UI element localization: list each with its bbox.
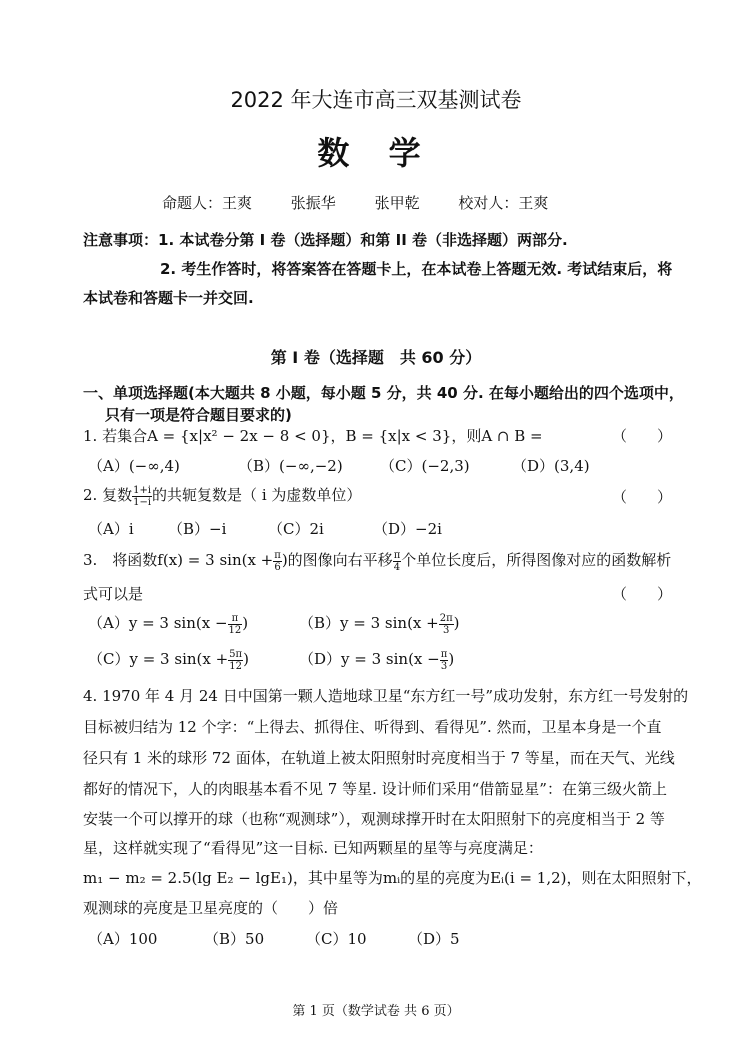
q4-line-7: m₁ − m₂ = 2.5(lg E₂ − lgE₁)，其中星等为mᵢ的星的亮度为Eᵢ(i = 1,2)，则在太阳照射下，: [83, 869, 702, 887]
q3-option-c-close: ): [243, 650, 249, 668]
q1-option-d: （D）(3,4): [512, 457, 590, 475]
q3-option-c-pre: （C）y = 3 sin(x +: [88, 650, 229, 668]
q3-option-a: [88, 612, 248, 636]
q3-option-c-frac: [228, 649, 243, 672]
q3-option-b-num: 2π: [439, 612, 453, 624]
q2-frac-num: 1+i: [133, 484, 152, 496]
q2-stem-post: 的共轭复数是（ i 为虚数单位）: [152, 486, 362, 504]
author-1: 命题人：王爽: [162, 194, 253, 212]
q3-option-b-pre: （B）y = 3 sin(x +: [299, 614, 439, 632]
q3-option-d-den: 3: [440, 660, 448, 672]
notes-item-2b: 本试卷和答题卡一并交回.: [83, 289, 254, 307]
q3-option-c: [88, 648, 249, 672]
q4-line-3: 径只有 1 米的球形 72 面体，在轨道上被太阳照射时亮度相当于 7 等星，而在天气、光线: [83, 749, 675, 767]
q2-stem: [83, 484, 361, 508]
q4-options: [88, 928, 460, 949]
q3-frac-2: [393, 550, 402, 573]
exam-subject: 数 学: [317, 134, 435, 172]
q3-option-d-num: π: [440, 648, 448, 660]
q3-stem-a1: 3. 将函数f(x) = 3 sin(x +: [83, 551, 274, 569]
q3-option-d-frac: [440, 649, 449, 672]
q2-option-c: （C）2i: [268, 520, 324, 538]
q3-option-a-num: π: [228, 613, 243, 625]
q4-line-5: 安装一个可以撑开的球（也称“观测球”），观测球撑开时在太阳照射下的亮度相当于 2 等: [83, 810, 665, 828]
q3-option-b-close: ): [453, 614, 460, 632]
q3-option-a-pre: （A）y = 3 sin(x −: [88, 614, 228, 632]
q1-answer-blank: （ ）: [611, 427, 672, 445]
q4-line-2: 目标被归结为 12 个字：“上得去、抓得住、听得到、看得见”. 然而，卫星本身是一个直: [83, 718, 662, 736]
q2-answer-blank: （ ）: [611, 488, 672, 506]
q2-frac-den: 1−i: [133, 496, 152, 508]
part1-desc-b: 只有一项是符合题目要求的): [105, 406, 292, 424]
q3-option-c-num: 5π: [229, 648, 243, 660]
notes-item-2a: 2. 考生作答时，将答案答在答题卡上，在本试卷上答题无效. 考试结束后，将: [160, 260, 673, 278]
q3-option-a-frac: [228, 613, 243, 636]
q4-option-d: （D）5: [408, 930, 460, 948]
q1-option-a: （A）(−∞,4): [88, 457, 180, 475]
q3-frac1-num: π: [274, 549, 281, 561]
q3-answer-blank: （ ）: [611, 585, 672, 603]
q2-option-d: （D）−2i: [373, 520, 442, 538]
q3-frac-1: [273, 550, 282, 573]
q3-stem-a3: 个单位长度后，所得图像对应的函数解析: [401, 551, 672, 569]
q3-frac2-num: π: [393, 549, 401, 561]
q3-frac1-den: 6: [274, 561, 281, 573]
q4-option-b: （B）50: [204, 930, 265, 948]
q3-option-b: [299, 612, 460, 636]
notes-item-1: 1. 本试卷分第 I 卷（选择题）和第 II 卷（非选择题）两部分.: [158, 231, 568, 249]
q3-option-d-pre: （D）y = 3 sin(x −: [299, 650, 440, 668]
q2-stem-pre: 2. 复数: [83, 486, 133, 504]
q4-option-a: （A）100: [88, 930, 158, 948]
notes-line-1: [83, 229, 568, 250]
q1-option-c: （C）(−2,3): [380, 457, 470, 475]
q2-option-a: （A）i: [88, 520, 134, 538]
q3-option-b-frac: [439, 613, 454, 636]
q4-line-4: 都好的情况下，人的肉眼基本看不见 7 等星. 设计师们采用“借箭显星”：在第三级火箭上: [83, 780, 667, 798]
notes-label: 注意事项：: [83, 231, 159, 249]
q4-option-c: （C）10: [306, 930, 367, 948]
part1-desc-a: 一、单项选择题(本大题共 8 小题，每小题 5 分，共 40 分. 在每小题给出的四个选项中，: [83, 384, 684, 402]
q4-line-8: 观测球的亮度是卫星亮度的（ ）倍: [83, 899, 339, 917]
section-title: 第 I 卷（选择题 共 60 分）: [270, 348, 482, 367]
page-footer: 第 1 页（数学试卷 共 6 页）: [292, 1004, 460, 1019]
authors-line: [162, 192, 582, 213]
q1-options: [88, 455, 590, 476]
q4-line-1: 4. 1970 年 4 月 24 日中国第一颗人造地球卫星“东方红一号”成功发射，东方红一号发射的: [83, 687, 689, 705]
q1-option-b: （B）(−∞,−2): [238, 457, 343, 475]
q2-option-b: （B）−i: [168, 520, 227, 538]
q3-option-c-den: 12: [229, 660, 242, 672]
author-3: 张甲乾: [374, 194, 420, 212]
q3-option-d-close: ): [448, 650, 455, 668]
exam-title: 2022 年大连市高三双基测试卷: [230, 88, 522, 112]
q3-option-d: [299, 648, 454, 672]
q2-fraction: [132, 485, 152, 508]
q3-option-b-den: 3: [443, 624, 450, 636]
q3-stem-line-1: [83, 549, 671, 573]
proofreader: 校对人：王爽: [458, 194, 549, 212]
q3-stem-line-2: 式可以是: [83, 585, 144, 603]
q2-options: [88, 518, 442, 539]
q3-option-a-close: ): [242, 614, 249, 632]
q3-option-a-den: 12: [228, 624, 242, 636]
q1-stem: 1. 若集合A = {x|x² − 2x − 8 < 0}，B = {x|x < 3}，则A ∩ B =: [83, 427, 543, 445]
author-2: 张振华: [290, 194, 336, 212]
q4-line-6: 星，这样就实现了“看得见”这一目标. 已知两颗星的星等与亮度满足：: [83, 839, 543, 857]
q3-stem-a2: )的图像向右平移: [281, 551, 393, 569]
q3-frac2-den: 4: [393, 561, 401, 573]
